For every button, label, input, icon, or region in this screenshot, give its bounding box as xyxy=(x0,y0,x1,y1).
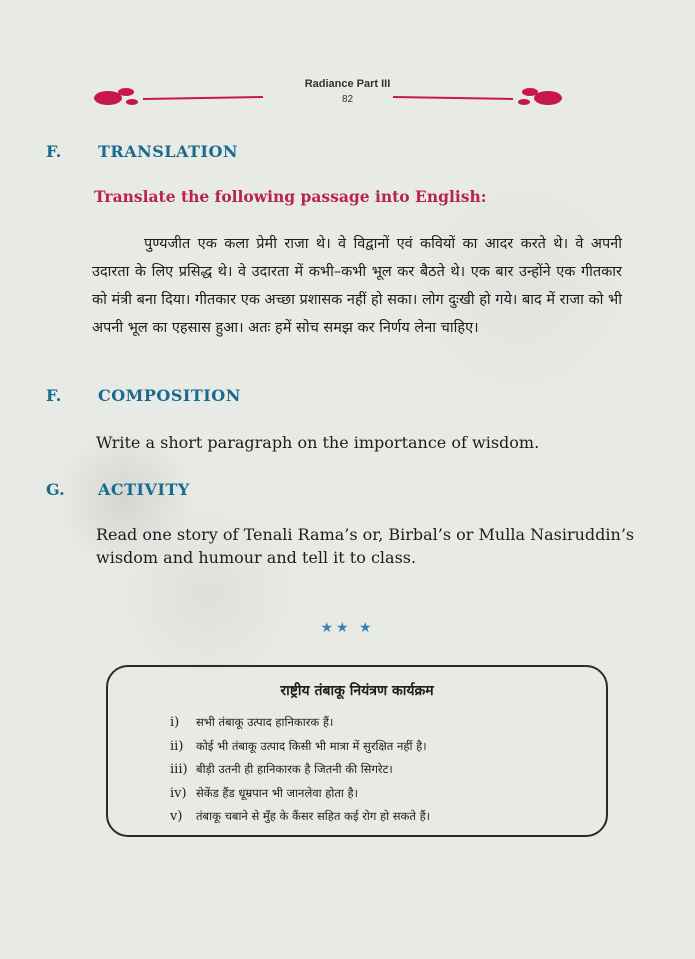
section-title-translation: TRANSLATION xyxy=(98,142,239,161)
composition-text: Write a short paragraph on the importance of wisdom. xyxy=(96,433,540,452)
section-letter-composition: F. xyxy=(46,386,62,405)
notice-title: राष्ट्रीय तंबाकू नियंत्रण कार्यक्रम xyxy=(280,683,434,699)
notice-item xyxy=(170,782,430,806)
notice-item-number: i) xyxy=(170,715,180,730)
notice-item xyxy=(170,805,430,829)
notice-item-number: v) xyxy=(170,809,183,824)
notice-item-text: सेकेंड हैंड धूम्रपान भी जानलेवा होता है। xyxy=(196,785,359,800)
activity-text-line-2: wisdom and humour and tell it to class. xyxy=(96,548,417,567)
notice-item xyxy=(170,735,430,759)
translation-passage xyxy=(92,230,622,342)
tobacco-notice-box xyxy=(106,665,608,837)
notice-list xyxy=(170,711,430,829)
notice-item-text: तंबाकू चबाने से मुँह के कैंसर सहित कई रोग हो सकते हैं। xyxy=(196,809,431,823)
notice-item-text: बीड़ी उतनी ही हानिकारक है जितनी की सिगरेट। xyxy=(196,762,393,776)
divider-stars: ★★ ★ xyxy=(320,620,375,636)
notice-item xyxy=(170,711,430,735)
notice-item xyxy=(170,758,430,782)
page-number: 82 xyxy=(341,94,354,105)
notice-item-number: iv) xyxy=(170,785,187,801)
notice-item-number: iii) xyxy=(170,762,188,777)
passage-text: पुण्यजीत एक कला प्रेमी राजा थे। वे विद्वानों एवं कवियों का आदर करते थे। वे अपनी उदारता के लिए प्रसिद्ध थे। वे उदारता में कभी–कभी भूल कर बैठते थे। एक बार उन्होंने एक गीतकार को मंत्री बना दिया। गीतकार एक अच्छा प्रशासक नहीं हो सका। लोग दुःखी हो गये। बाद में राजा को भी अपनी भूल का एहसास हुआ। अतः हमें सोच समझ कर निर्णय लेना चाहिए। xyxy=(92,236,622,336)
section-letter-translation: F. xyxy=(46,142,62,161)
translation-instruction: Translate the following passage into English: xyxy=(94,187,487,206)
section-title-activity: ACTIVITY xyxy=(98,480,190,499)
activity-text-line-1: Read one story of Tenali Rama’s or, Birbal’s or Mulla Nasiruddin’s xyxy=(96,525,635,544)
notice-item-text: कोई भी तंबाकू उत्पाद किसी भी मात्रा में सुरक्षित नहीं है। xyxy=(196,738,427,753)
section-title-composition: COMPOSITION xyxy=(98,386,241,405)
running-title: Radiance Part III xyxy=(304,78,391,90)
notice-item-text: सभी तंबाकू उत्पाद हानिकारक हैं। xyxy=(196,715,334,729)
section-letter-activity: G. xyxy=(46,480,65,499)
notice-item-number: ii) xyxy=(170,738,184,754)
